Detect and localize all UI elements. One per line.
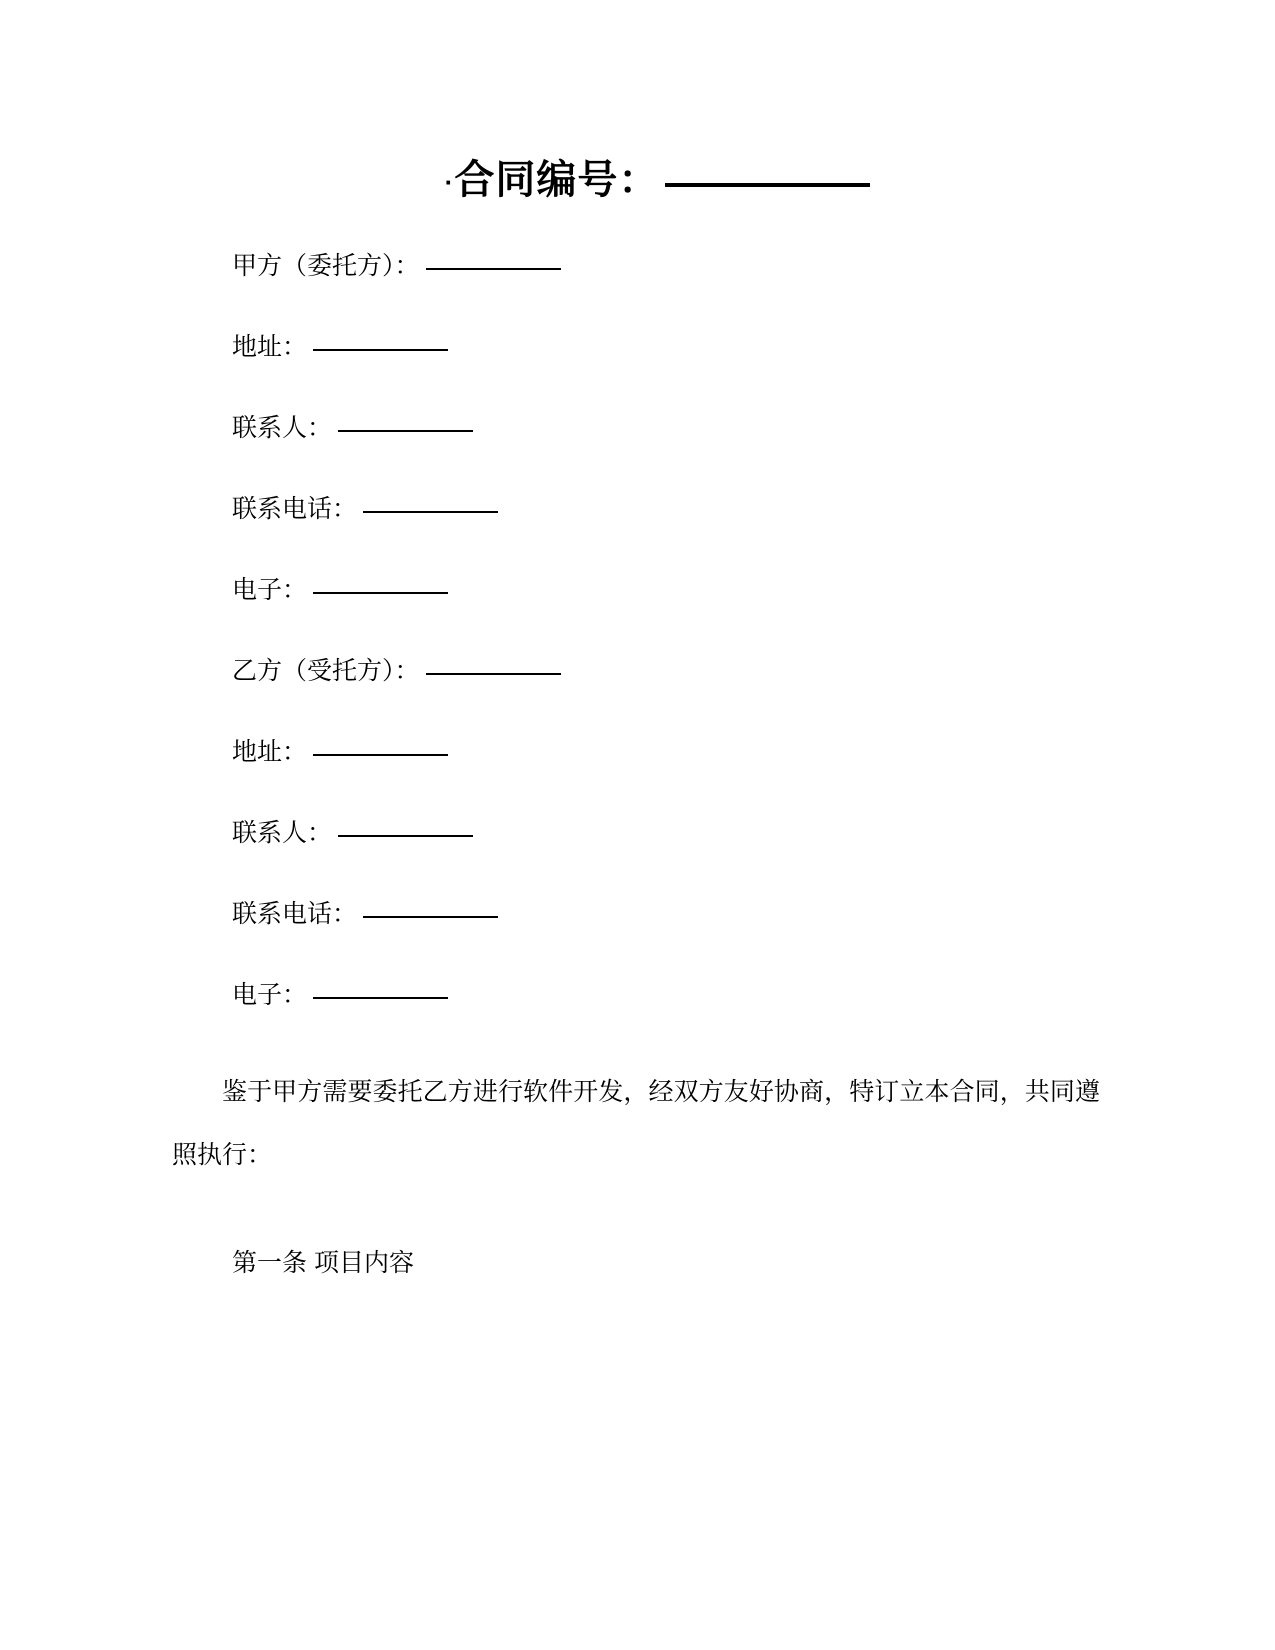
field-party-a-email <box>0 575 1275 605</box>
field-blank[interactable] <box>313 349 448 351</box>
field-blank[interactable] <box>363 916 498 918</box>
field-blank[interactable] <box>338 430 473 432</box>
field-blank[interactable] <box>426 673 561 675</box>
contract-number-blank[interactable] <box>665 183 870 187</box>
field-blank[interactable] <box>313 592 448 594</box>
field-party-b-email <box>0 980 1275 1010</box>
preamble-paragraph: 鉴于甲方需要委托乙方进行软件开发，经双方友好协商，特订立本合同，共同遵照执行： <box>172 1078 1100 1169</box>
field-blank[interactable] <box>313 997 448 999</box>
field-party-a-name <box>0 251 1275 281</box>
field-party-b-contact <box>0 818 1275 848</box>
field-party-b-address <box>0 737 1275 767</box>
field-party-b-name <box>0 656 1275 686</box>
field-label: 乙方（受托方）： <box>232 657 420 685</box>
title-text: 合同编号： <box>454 158 660 202</box>
field-party-a-address <box>0 332 1275 362</box>
clause-one-heading: 第一条 项目内容 <box>232 1249 414 1277</box>
field-label: 联系电话： <box>232 495 358 523</box>
field-label: 地址： <box>232 738 308 766</box>
field-blank[interactable] <box>426 268 561 270</box>
field-blank[interactable] <box>313 754 448 756</box>
field-label: 电子： <box>232 576 308 604</box>
field-label: 电子： <box>232 981 308 1009</box>
field-label: 联系人： <box>232 819 333 847</box>
contract-body <box>0 251 1275 1278</box>
field-blank[interactable] <box>338 835 473 837</box>
field-label: 联系电话： <box>232 900 358 928</box>
title-lead-dot: · <box>444 166 455 197</box>
field-label: 甲方（委托方）： <box>232 252 420 280</box>
field-party-a-phone <box>0 494 1275 524</box>
field-label: 联系人： <box>232 414 333 442</box>
field-party-b-phone <box>0 899 1275 929</box>
field-label: 地址： <box>232 333 308 361</box>
page-title <box>0 0 1275 205</box>
field-blank[interactable] <box>363 511 498 513</box>
field-party-a-contact <box>0 413 1275 443</box>
